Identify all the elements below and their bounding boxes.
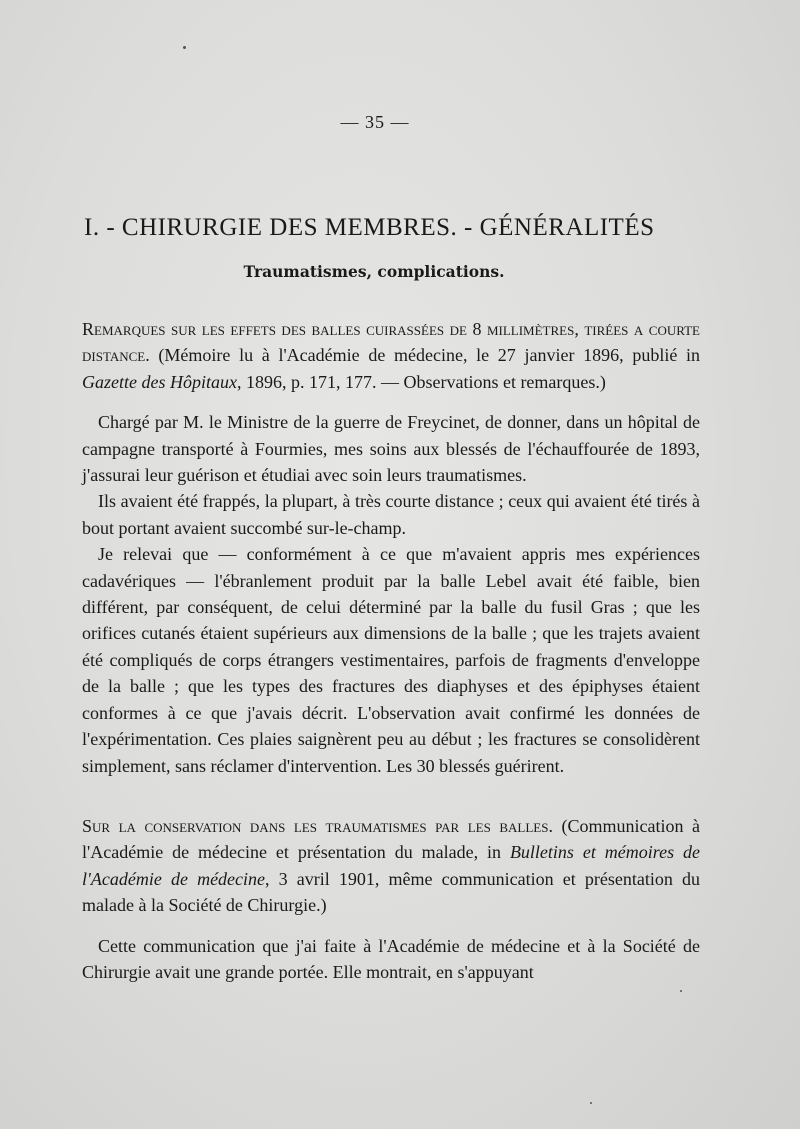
entry-2-journal: Bulletins et mémoires de l'Académie de médecine	[82, 842, 700, 889]
section-subtitle: Traumatismes, complications.	[243, 262, 505, 281]
paragraph: Ils avaient été frappés, la plupart, à très courte distance ; ceux qui avaient été tirés à bout portant avaient succombé sur-le-champ.	[82, 491, 700, 538]
entry-1-journal: Gazette des Hôpitaux	[82, 371, 237, 392]
paper-speck	[183, 46, 186, 49]
section-gap	[82, 779, 700, 813]
bibliographic-entry-2	[82, 813, 700, 919]
bibliographic-entry-1	[82, 316, 700, 395]
paragraph: Cette communication que j'ai faite à l'Académie de médecine et à la Société de Chirurgie avait une grande portée. Elle montrait, en s'appuyant	[82, 935, 700, 982]
page-number: — 35 —	[340, 112, 410, 132]
entry-1-citation-prefix: (Mémoire lu à l'Académie de médecine, le 27 janvier 1896, publié in	[149, 345, 700, 366]
paper-speck	[590, 1102, 592, 1104]
entry-1-citation-suffix: , 1896, p. 171, 177. — Observations et remarques.)	[236, 371, 606, 392]
paragraph: Je relevai que — conformément à ce que m'avaient appris mes expériences cadavériques — l'ébranlement produit par la balle Lebel avait été faible, bien différent, par conséquent, de celui déterminé par la balle du fusil Gras ; que les orifices cutanés étaient supérieurs aux dimensions de la balle ; que les trajets avaient été compliqués de corps étrangers vestimentaires, parfois de fragments d'enveloppe de la balle ; que les types des fractures des diaphyses et des épiphyses étaient conformes à ce que j'avais décrit. L'observation avait confirmé les données de l'expérimentation. Ces plaies saignèrent peu au début ; les fractures se consolidèrent simplement, sans réclamer d'intervention. Les 30 blessés guérirent.	[82, 544, 700, 776]
chapter-title: I. - CHIRURGIE DES MEMBRES. - GÉNÉRALITÉS	[84, 214, 655, 241]
entry-2-citation-suffix: , 3 avril 1901, même communication et présentation du malade à la Société de Chirurgie.)	[82, 868, 700, 916]
entry-1-heading: Remarques sur les effets des balles cuirassées de 8 millimètres, tirées a courte distance.	[82, 319, 700, 366]
entry-2-citation-prefix: (Communication à l'Académie de médecine et présentation du malade, in	[82, 815, 700, 863]
paper-speck	[680, 990, 682, 992]
entry-2-heading: Sur la conservation dans les traumatismes par les balles.	[82, 815, 553, 836]
paragraph: Chargé par M. le Ministre de la guerre de Freycinet, de donner, dans un hôpital de campagne transporté à Fourmies, mes soins aux blessés de l'échauffourée de 1893, j'assurai leur guérison et étudiai avec soin leurs traumatismes.	[82, 412, 700, 486]
page-body	[82, 316, 700, 985]
